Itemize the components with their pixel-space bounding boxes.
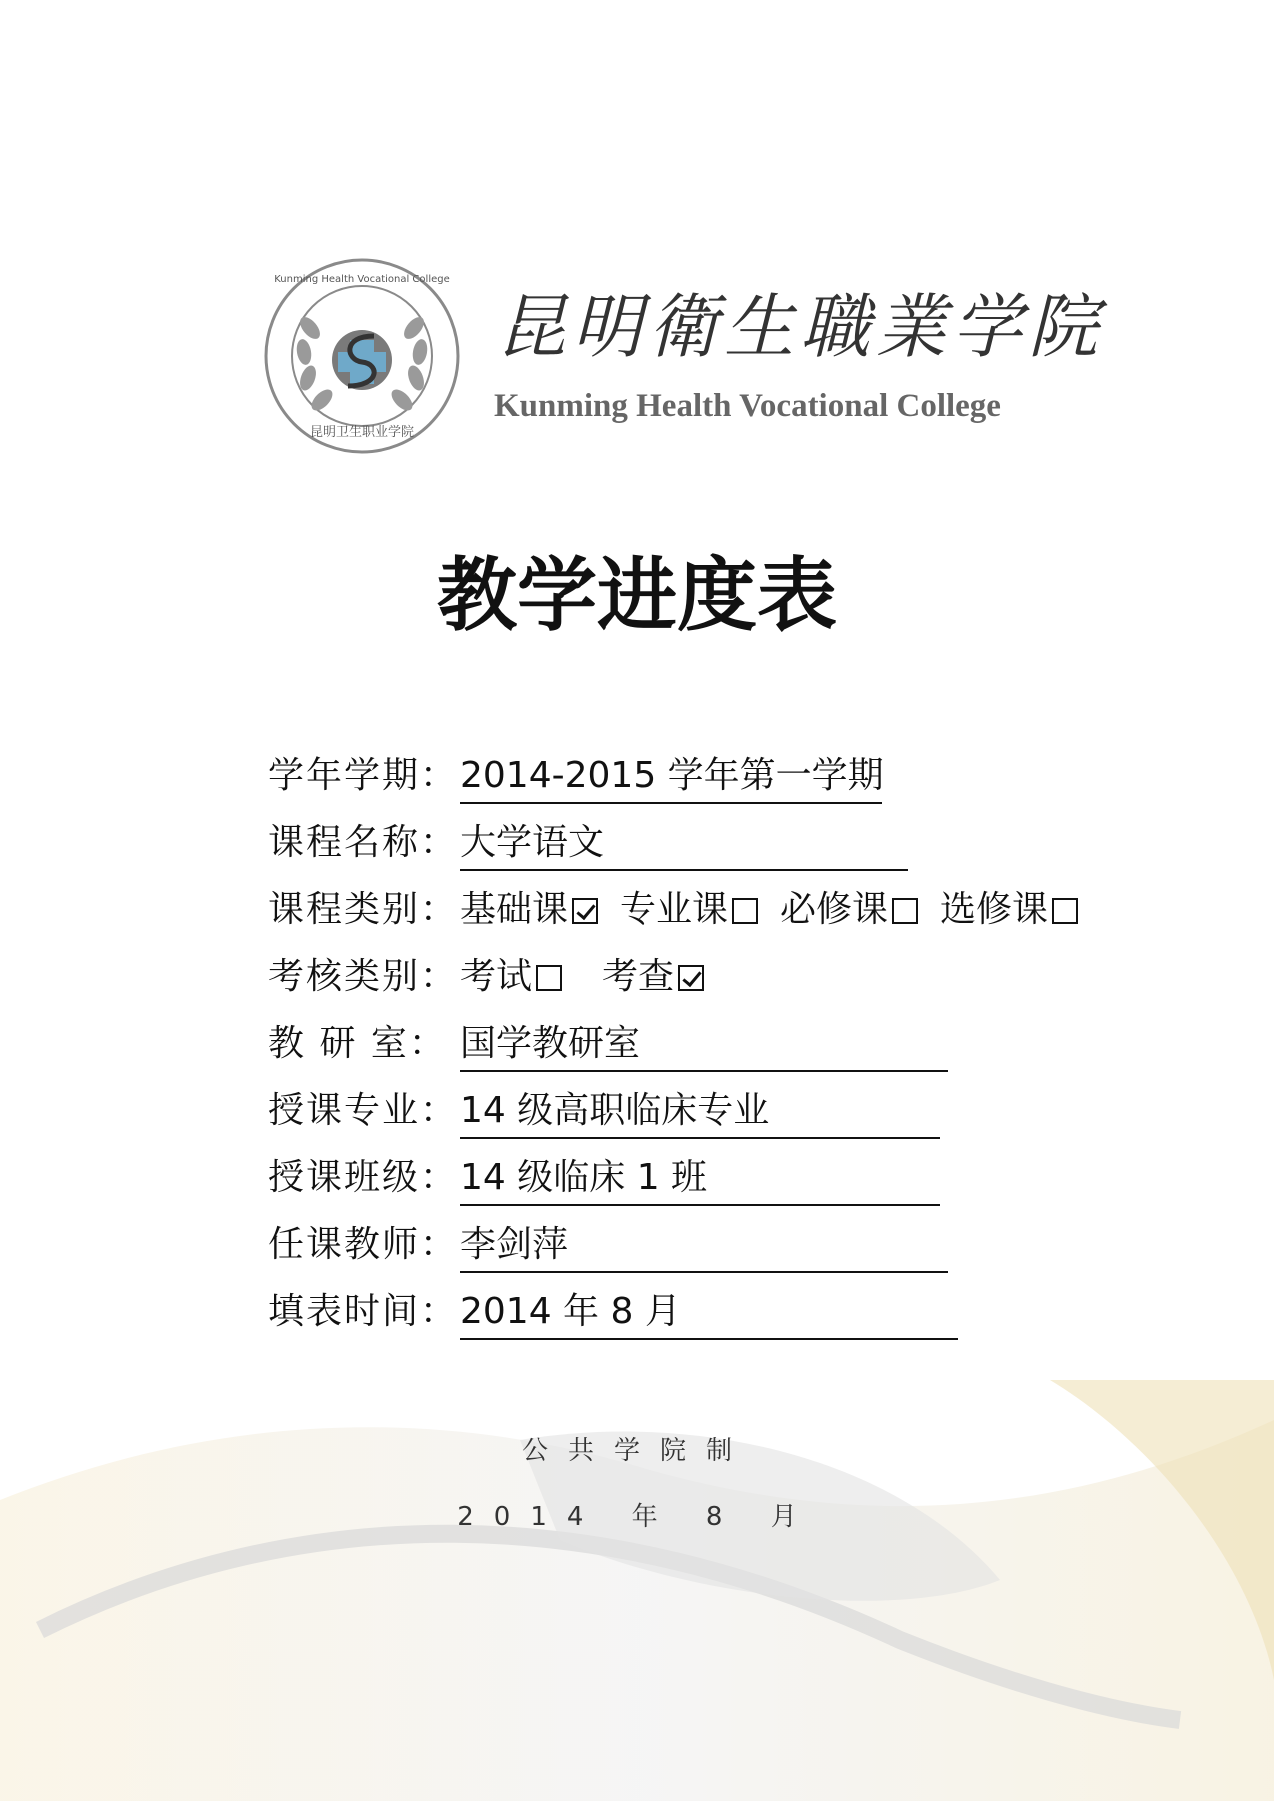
footer-issuer: 公共学院制 <box>521 1436 752 1466</box>
field-teacher-label: 任课教师： <box>268 1224 459 1265</box>
college-seal-logo <box>262 256 462 456</box>
checkbox-elective-course[interactable] <box>1052 898 1078 924</box>
checkbox-exam[interactable] <box>536 965 562 991</box>
field-assessment-type-label: 考核类别： <box>268 956 459 997</box>
checkbox-basic-course[interactable] <box>572 898 598 924</box>
college-name-cn: 昆明衛生職業学院 <box>496 286 1104 368</box>
field-department-value: 国学教研室 <box>460 1020 948 1072</box>
field-term-label: 学年学期： <box>268 755 459 796</box>
page-title: 教学进度表 <box>437 548 837 642</box>
field-course-name-label: 课程名称： <box>268 822 459 863</box>
option-elective-course[interactable] <box>940 886 1078 934</box>
option-required-course[interactable] <box>780 886 918 934</box>
option-exam-label: 考试 <box>460 956 533 997</box>
field-assessment-type-options <box>460 953 730 1003</box>
seal-text-bottom: 昆明卫生职业学院 <box>309 425 415 440</box>
field-course-name-value: 大学语文 <box>460 819 908 871</box>
footer-date: 2014 年 8 月 <box>457 1502 817 1532</box>
field-major-value: 14 级高职临床专业 <box>460 1087 940 1139</box>
field-class-label: 授课班级： <box>268 1157 459 1198</box>
field-course-type-options <box>460 886 1104 936</box>
college-name-en: Kunming Health Vocational College <box>494 388 1001 424</box>
option-basic-course-label: 基础课 <box>460 889 569 930</box>
seal-text-top: Kunming Health Vocational College <box>274 274 450 285</box>
field-department-label: 教 研 室： <box>268 1023 447 1064</box>
field-major-label: 授课专业： <box>268 1090 459 1131</box>
field-class-value: 14 级临床 1 班 <box>460 1154 940 1206</box>
field-teacher-value: 李剑萍 <box>460 1221 948 1273</box>
option-major-course[interactable] <box>620 886 758 934</box>
checkbox-required-course[interactable] <box>892 898 918 924</box>
option-check-label: 考查 <box>602 956 675 997</box>
option-required-course-label: 必修课 <box>780 889 889 930</box>
field-term-value: 2014-2015 学年第一学期 <box>460 752 882 804</box>
field-course-type-label: 课程类别： <box>268 889 459 930</box>
option-elective-course-label: 选修课 <box>940 889 1049 930</box>
field-fill-date-value: 2014 年 8 月 <box>460 1288 958 1340</box>
checkbox-major-course[interactable] <box>732 898 758 924</box>
option-exam[interactable] <box>460 953 562 1001</box>
checkbox-check[interactable] <box>678 965 704 991</box>
option-check[interactable] <box>602 953 704 1001</box>
field-fill-date-label: 填表时间： <box>268 1291 459 1332</box>
option-major-course-label: 专业课 <box>620 889 729 930</box>
option-basic-course[interactable] <box>460 886 598 934</box>
